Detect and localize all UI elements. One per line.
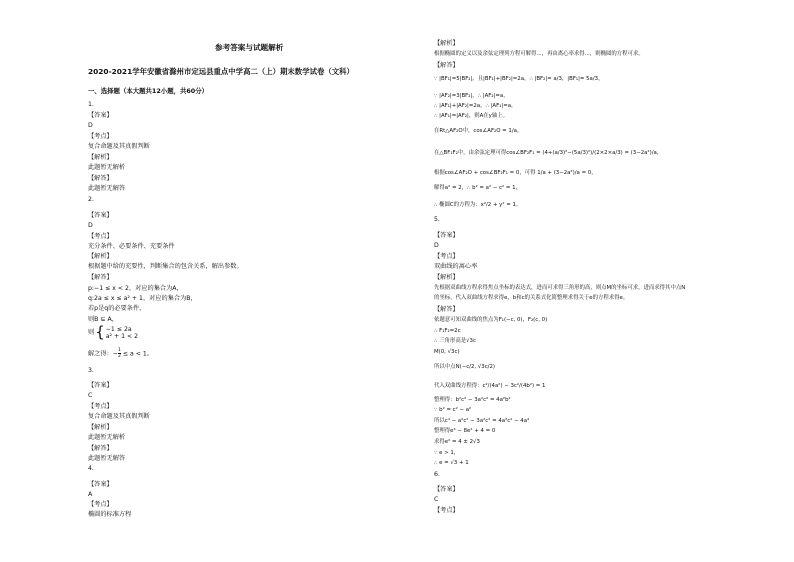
solution-line: ∴ 椭圆C的方程为：x²/2 + y² = 1。 bbox=[434, 202, 522, 208]
knowledge-point: 双曲线的离心率 bbox=[434, 263, 478, 270]
solution-tag: 【解答】 bbox=[88, 445, 113, 452]
knowledge-point-tag: 【考点】 bbox=[88, 403, 113, 410]
solution-line: 若p是q的必要条件， bbox=[88, 305, 146, 312]
analysis-text: 的坐标，代入双曲线方程求得e，b和c的关系式化简整理求得关于e的方程求得e。 bbox=[434, 295, 629, 301]
system-prefix: 则 bbox=[88, 329, 95, 336]
solution-line: M(0, √3c) bbox=[434, 349, 460, 355]
solution-tag: 【解答】 bbox=[434, 306, 459, 313]
inequality-system bbox=[88, 325, 138, 340]
solution-line: 根据cos∠AF₂O + cos∠BF₂F₁ = 0，可得 1/a + (3−2a²)/a = 0， bbox=[434, 170, 597, 176]
left-column bbox=[88, 0, 396, 562]
section-heading: 一、选择题（本大题共12小题，共60分） bbox=[88, 87, 209, 95]
solution-line: 在Rt△AF₂O中，cos∠AF₂O = 1/a， bbox=[434, 128, 523, 134]
solution-line: ∵ |BF₁|=5|BF₂|，且|BF₁|+|BF₂|=2a，∴ |BF₂|= a/3，|BF₁|= 5a/3， bbox=[434, 76, 604, 82]
analysis-text: 先根据双曲线方程求得焦点坐标的表达式，进而可求得三角形的高，则点M的坐标可求，进而求得其中点N bbox=[434, 285, 686, 291]
solution-tag: 【解答】 bbox=[88, 175, 113, 182]
solution-line: 所以中点N(−c/2, √3c/2) bbox=[434, 364, 496, 370]
analysis-tag: 【解析】 bbox=[434, 40, 459, 47]
analysis-tag: 【解析】 bbox=[88, 424, 113, 431]
solution-tag: 【解答】 bbox=[434, 62, 459, 69]
answer-value: A bbox=[88, 491, 93, 498]
solution-text: 此题暂无解答 bbox=[88, 185, 126, 192]
answer-value: C bbox=[88, 392, 93, 399]
right-column bbox=[434, 0, 764, 562]
analysis-text: 根据题中给的充要性，判断集合的包含关系，解出参数。 bbox=[88, 263, 243, 270]
knowledge-point-tag: 【考点】 bbox=[434, 253, 459, 260]
knowledge-point-tag: 【考点】 bbox=[434, 507, 459, 514]
solution-tag: 【解答】 bbox=[88, 274, 113, 281]
knowledge-point: 复合命题及其真假判断 bbox=[88, 413, 150, 420]
question-number: 3. bbox=[88, 367, 94, 374]
knowledge-point-tag: 【考点】 bbox=[88, 233, 113, 240]
question-number: 5. bbox=[434, 216, 440, 223]
answer-tag: 【答案】 bbox=[88, 481, 113, 488]
solution-line: 依题意可知双曲线的焦点为F₁(−c, 0)，F₂(c, 0) bbox=[434, 317, 548, 323]
analysis-tag: 【解析】 bbox=[88, 154, 113, 161]
question-number: 2. bbox=[88, 196, 94, 203]
solution-line: 代入双曲线方程得：c²/(4a²) − 3c²/(4b²) = 1 bbox=[434, 383, 546, 389]
knowledge-point-tag: 【考点】 bbox=[88, 501, 113, 508]
result-suffix: ≤ a < 1。 bbox=[120, 350, 154, 358]
answer-tag: 【答案】 bbox=[88, 212, 113, 219]
knowledge-point: 充分条件、必要条件、充要条件 bbox=[88, 243, 175, 250]
result-prefix: 解之得： bbox=[88, 350, 113, 358]
document-title: 参考答案与试题解析 bbox=[215, 43, 284, 52]
document-subtitle: 2020-2021学年安徽省滁州市定远县重点中学高二（上）期末数学试卷（文科） bbox=[88, 67, 354, 76]
solution-line: 整理得e⁴ − 8e² + 4 = 0 bbox=[434, 428, 496, 434]
answer-tag: 【答案】 bbox=[434, 486, 459, 493]
system-line-2: a² + 1 < 2 bbox=[105, 332, 139, 340]
answer-value: C bbox=[434, 496, 439, 503]
solution-line: 整理得：b²c² − 3a²c² = 4a²b² bbox=[434, 397, 511, 403]
solution-line: ∴ e = √3 + 1 bbox=[434, 460, 469, 466]
answer-tag: 【答案】 bbox=[88, 112, 113, 119]
question-number: 6. bbox=[434, 471, 440, 478]
solution-line: ∴ 三角形高是√3c bbox=[434, 338, 476, 344]
solution-line: 在△BF₁F₂中，由余弦定理可得cos∠BF₂F₁ = (4+(a/3)²−(5a/3)²)/(2×2×a/3) = (3−2a²)/a， bbox=[434, 150, 663, 156]
analysis-text: 此题暂无解析 bbox=[88, 164, 126, 171]
brace-icon: { bbox=[95, 323, 105, 341]
solution-line: p:−1 ≤ x < 2，对应的集合为A， bbox=[88, 285, 183, 292]
solution-line: 求得e² = 4 ± 2√3 bbox=[434, 439, 480, 445]
fraction-numerator: 1 bbox=[117, 348, 121, 353]
solution-result: 解之得：− $\frac{1}{2}$ ≤ a < 1。 bbox=[88, 348, 154, 359]
analysis-text: 根据椭圆的定义以及余弦定理列方程可解得...，再由离心率求得...，则椭圆的方程可求。 bbox=[434, 51, 644, 57]
answer-value: D bbox=[88, 222, 93, 229]
knowledge-point: 椭圆的标准方程 bbox=[88, 511, 132, 518]
solution-line: ∵ |AF₂|=3|BF₂|，∴ |AF₂|=a， bbox=[434, 93, 509, 99]
knowledge-point: 复合命题及其真假判断 bbox=[88, 143, 150, 150]
solution-line: ∴ |AF₁|=|AF₂|，则A在y轴上。 bbox=[434, 113, 509, 119]
analysis-tag: 【解析】 bbox=[88, 253, 113, 260]
answer-value: D bbox=[88, 122, 93, 129]
answer-tag: 【答案】 bbox=[434, 232, 459, 239]
solution-line: 解得a² = 2，∴ b² = a² − c² = 1， bbox=[434, 185, 521, 191]
system-line-1: −1 ≤ 2a bbox=[105, 325, 132, 333]
solution-text: 此题暂无解答 bbox=[88, 455, 126, 462]
solution-line: q:2a ≤ x ≤ a² + 1，对应的集合为B， bbox=[88, 295, 197, 302]
question-number: 4. bbox=[88, 465, 94, 472]
solution-line: ∴ |AF₁|+|AF₂|=2a，∴ |AF₁|=a， bbox=[434, 103, 517, 109]
solution-line: 则B ⊆ A， bbox=[88, 316, 118, 323]
question-number: 1. bbox=[88, 101, 94, 108]
answer-value: D bbox=[434, 242, 439, 249]
answer-tag: 【答案】 bbox=[88, 382, 113, 389]
fraction-denominator: 2 bbox=[117, 354, 121, 359]
analysis-text: 此题暂无解析 bbox=[88, 434, 126, 441]
solution-line: ∵ b² = c² − a² bbox=[434, 407, 472, 413]
knowledge-point-tag: 【考点】 bbox=[88, 133, 113, 140]
solution-line: ∵ e > 1， bbox=[434, 450, 460, 456]
solution-line: ∴ F₁F₂=2c bbox=[434, 328, 461, 334]
solution-line: 所以c⁴ − a²c² − 3a²c² = 4a²c² − 4a⁴ bbox=[434, 418, 530, 424]
analysis-tag: 【解析】 bbox=[434, 274, 459, 281]
